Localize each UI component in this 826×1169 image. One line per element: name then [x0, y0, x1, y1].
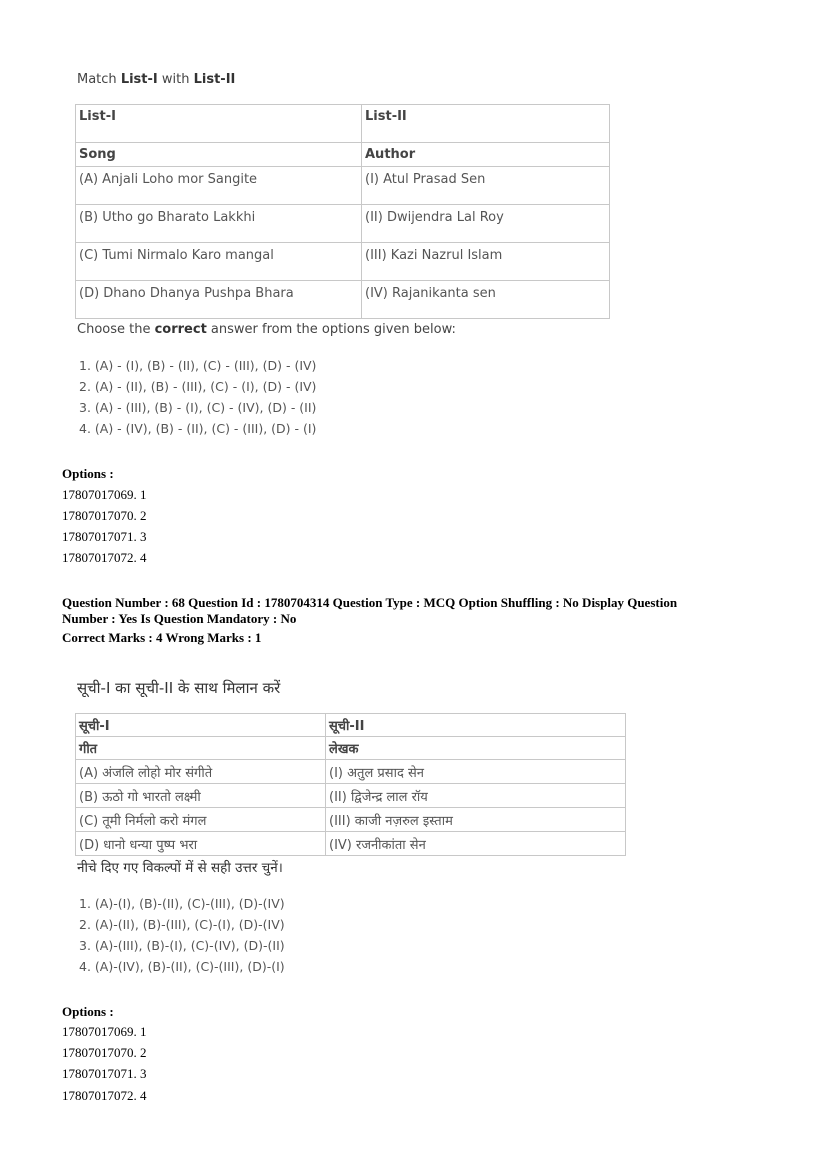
q2-table-header-row	[76, 714, 626, 737]
q2-table-subheader-row	[76, 737, 626, 760]
q2-cell-c: (C) तूमी निर्मलो करो मंगल	[76, 808, 326, 832]
q1-cell-iv: (IV) Rajanikanta sen	[362, 281, 610, 319]
q2-choose-text: नीचे दिए गए विकल्पों में से सही उत्तर चुनें।	[77, 860, 283, 876]
table-row	[76, 243, 610, 281]
options1-item-4: 17807017072. 4	[62, 550, 147, 565]
q2-match-table	[75, 713, 626, 856]
options1-item-2: 17807017070. 2	[62, 508, 147, 523]
q1-cell-ii: (II) Dwijendra Lal Roy	[362, 205, 610, 243]
q1-answer-4: 4. (A) - (IV), (B) - (II), (C) - (III), (D) - (I)	[79, 421, 317, 436]
q1-instruction-list1: List-I	[120, 72, 158, 87]
q2-cell-iv: (IV) रजनीकांता सेन	[326, 832, 626, 856]
q1-answer-2: 2. (A) - (II), (B) - (III), (C) - (I), (D) - (IV)	[79, 379, 317, 394]
q1-table-header-row	[76, 105, 610, 143]
q2-answer-3: 3. (A)-(III), (B)-(I), (C)-(IV), (D)-(II)	[79, 938, 285, 953]
table-row	[76, 784, 626, 808]
q2-subheader-song: गीत	[76, 737, 326, 760]
q1-header-list1: List-I	[76, 105, 362, 143]
q2-answer-2: 2. (A)-(II), (B)-(III), (C)-(I), (D)-(IV)	[79, 917, 285, 932]
q1-cell-i: (I) Atul Prasad Sen	[362, 167, 610, 205]
options1-item-1: 17807017069. 1	[62, 487, 147, 502]
q2-subheader-author: लेखक	[326, 737, 626, 760]
question-meta-line1: Question Number : 68 Question Id : 1780704314 Question Type : MCQ Option Shuffling : No Display Question	[62, 595, 678, 610]
q1-cell-b: (B) Utho go Bharato Lakkhi	[76, 205, 362, 243]
q2-answer-4: 4. (A)-(IV), (B)-(II), (C)-(III), (D)-(I)	[79, 959, 285, 974]
q1-instruction-pre: Match	[77, 72, 121, 87]
q2-answer-1: 1. (A)-(I), (B)-(II), (C)-(III), (D)-(IV)	[79, 896, 285, 911]
q2-cell-ii: (II) द्विजेन्द्र लाल रॉय	[326, 784, 626, 808]
options1-label: Options :	[62, 466, 114, 481]
q1-answer-3: 3. (A) - (III), (B) - (I), (C) - (IV), (D) - (II)	[79, 400, 317, 415]
options2-item-4: 17807017072. 4	[62, 1088, 147, 1103]
q1-match-table	[75, 104, 610, 319]
q1-choose-pre: Choose the	[77, 322, 155, 337]
table-row	[76, 167, 610, 205]
q2-cell-d: (D) धानो धन्या पुष्प भरा	[76, 832, 326, 856]
q1-instruction	[77, 72, 235, 87]
q1-table-subheader-row	[76, 143, 610, 167]
q2-cell-i: (I) अतुल प्रसाद सेन	[326, 760, 626, 784]
q1-cell-c: (C) Tumi Nirmalo Karo mangal	[76, 243, 362, 281]
q2-instruction: सूची-I का सूची-II के साथ मिलान करें	[77, 679, 281, 697]
q1-choose-post: answer from the options given below:	[206, 322, 456, 337]
q1-cell-a: (A) Anjali Loho mor Sangite	[76, 167, 362, 205]
q1-instruction-mid: with	[157, 72, 194, 87]
table-row	[76, 760, 626, 784]
q1-answer-1: 1. (A) - (I), (B) - (II), (C) - (III), (D) - (IV)	[79, 358, 317, 373]
q1-subheader-song: Song	[76, 143, 362, 167]
q2-cell-b: (B) ऊठो गो भारतो लक्ष्मी	[76, 784, 326, 808]
options1-item-3: 17807017071. 3	[62, 529, 147, 544]
table-row	[76, 832, 626, 856]
q1-instruction-list2: List-II	[193, 72, 236, 87]
table-row	[76, 808, 626, 832]
q2-cell-a: (A) अंजलि लोहो मोर संगीते	[76, 760, 326, 784]
q1-cell-d: (D) Dhano Dhanya Pushpa Bhara	[76, 281, 362, 319]
q1-choose-bold: correct	[154, 322, 207, 337]
table-row	[76, 205, 610, 243]
q1-subheader-author: Author	[362, 143, 610, 167]
q2-header-list2: सूची-II	[326, 714, 626, 737]
table-row	[76, 281, 610, 319]
options2-item-2: 17807017070. 2	[62, 1045, 147, 1060]
q2-cell-iii: (III) काजी नज़रुल इस्ताम	[326, 808, 626, 832]
q1-header-list2: List-II	[362, 105, 610, 143]
q2-header-list1: सूची-I	[76, 714, 326, 737]
q1-choose-text	[77, 322, 456, 337]
question-marks: Correct Marks : 4 Wrong Marks : 1	[62, 630, 262, 645]
options2-item-1: 17807017069. 1	[62, 1024, 147, 1039]
question-meta-line2: Number : Yes Is Question Mandatory : No	[62, 611, 297, 626]
options2-label: Options :	[62, 1004, 114, 1019]
options2-item-3: 17807017071. 3	[62, 1066, 147, 1081]
q1-cell-iii: (III) Kazi Nazrul Islam	[362, 243, 610, 281]
